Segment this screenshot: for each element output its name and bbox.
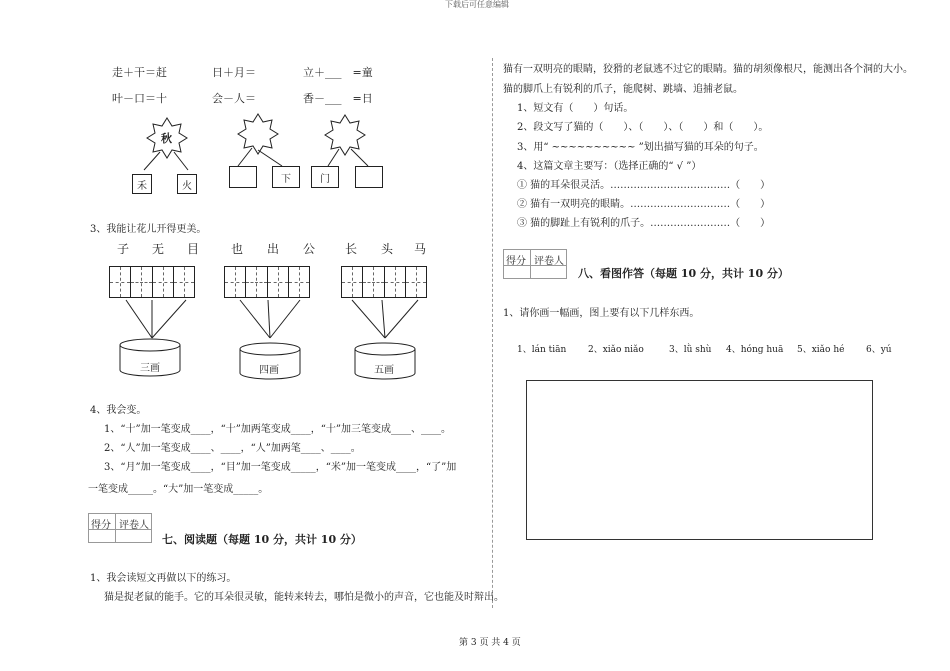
grader-label: 评卷人 [119,520,149,531]
draw-item: 2、xiǎo niǎo [588,345,644,355]
char: 无 [152,242,165,256]
pot-label: 三画 [140,363,160,374]
passage-line: 猫是捉老鼠的能手。它的耳朵很灵敏，能转来转去，哪怕是微小的声音，它也能及时辩出。 [104,592,504,603]
draw-item: 6、yú [866,345,892,355]
box-char: 下 [281,173,291,185]
q4-line: 1、“十”加一笔变成____，“十”加两笔变成____，“十”加三笔变成____、____。 [104,424,452,435]
score-label: 得分 [91,520,111,531]
passage-line: 猫的脚爪上有锐利的爪子，能爬树、跳墙、追捕老鼠。 [503,84,743,95]
pot-label: 四画 [259,365,279,376]
box-char: 禾 [137,180,147,192]
option[interactable]: ③ 猫的脚趾上有锐利的爪子。……………………（ ） [517,218,771,229]
pot-label: 五画 [374,365,394,376]
box-char: 火 [182,180,192,192]
equation: 走＋干＝赶 [112,66,167,79]
box-char: 门 [320,173,330,185]
equation: 叶－口＝十 [112,92,167,105]
q8-1: 1、请你画一幅画，图上要有以下几样东西。 [503,308,700,319]
draw-item: 3、lǜ shù [669,345,712,355]
question: 2、段文写了猫的（ ）、（ ）、（ ）和（ ）。 [517,122,769,133]
drawing-area[interactable] [526,380,873,540]
char: 公 [303,242,316,256]
option[interactable]: ② 猫有一双明亮的眼睛。…………………………（ ） [517,199,771,210]
section-7-title: 七、阅读题（每题 10 分，共计 10 分） [162,533,362,546]
score-label: 得分 [506,256,526,267]
char: 子 [117,242,130,256]
draw-item: 5、xiǎo hé [797,345,845,355]
q4-line: 3、“月”加一笔变成____，“目”加一笔变成_____，“米”加一笔变成____，“了”加 [104,462,457,473]
star-label: 秋 [161,132,172,145]
grader-label: 评卷人 [534,256,564,267]
q4-line: 2、“人”加一笔变成____、____，“人”加两笔____、____。 [104,443,361,454]
equation: 日＋月＝ [212,66,256,79]
q7-1: 1、我会读短文再做以下的练习。 [90,573,237,584]
question: 3、用“ ~~~~~~~~~~ ”划出描写猫的耳朵的句子。 [517,142,764,153]
q4-line: 一笔变成_____。“大”加一笔变成_____。 [88,484,269,495]
question-4-title: 4、我会变。 [90,405,147,416]
draw-item: 1、lán tiān [517,345,567,355]
char: 也 [231,242,244,256]
equation: 会－人＝ [212,92,256,105]
char: 长 [345,242,358,256]
score-box [88,513,152,543]
section-8-title: 八、看图作答（每题 10 分，共计 10 分） [578,267,789,280]
page-footer: 第 3 页 共 4 页 [459,638,521,648]
equation: 香－___ =日 [303,92,373,105]
question-3-title: 3、我能让花儿开得更美。 [90,224,207,235]
char: 出 [267,242,280,256]
draw-item: 4、hóng huā [726,345,784,355]
option[interactable]: ① 猫的耳朵很灵活。………………………………（ ） [517,180,771,191]
header-note: 下载后可任意编辑 [445,0,509,9]
char: 马 [414,242,427,256]
question: 4、这篇文章主要写：（选择正确的“ √ ”） [517,161,702,172]
char: 目 [187,242,200,256]
char: 头 [381,242,394,256]
passage-line: 猫有一双明亮的眼睛，狡猾的老鼠逃不过它的眼睛。猫的胡须像根尺，能测出各个洞的大小。 [503,64,913,75]
equation: 立＋___ =童 [303,66,373,79]
question: 1、短文有（ ）句话。 [517,103,634,114]
score-box [503,249,567,279]
